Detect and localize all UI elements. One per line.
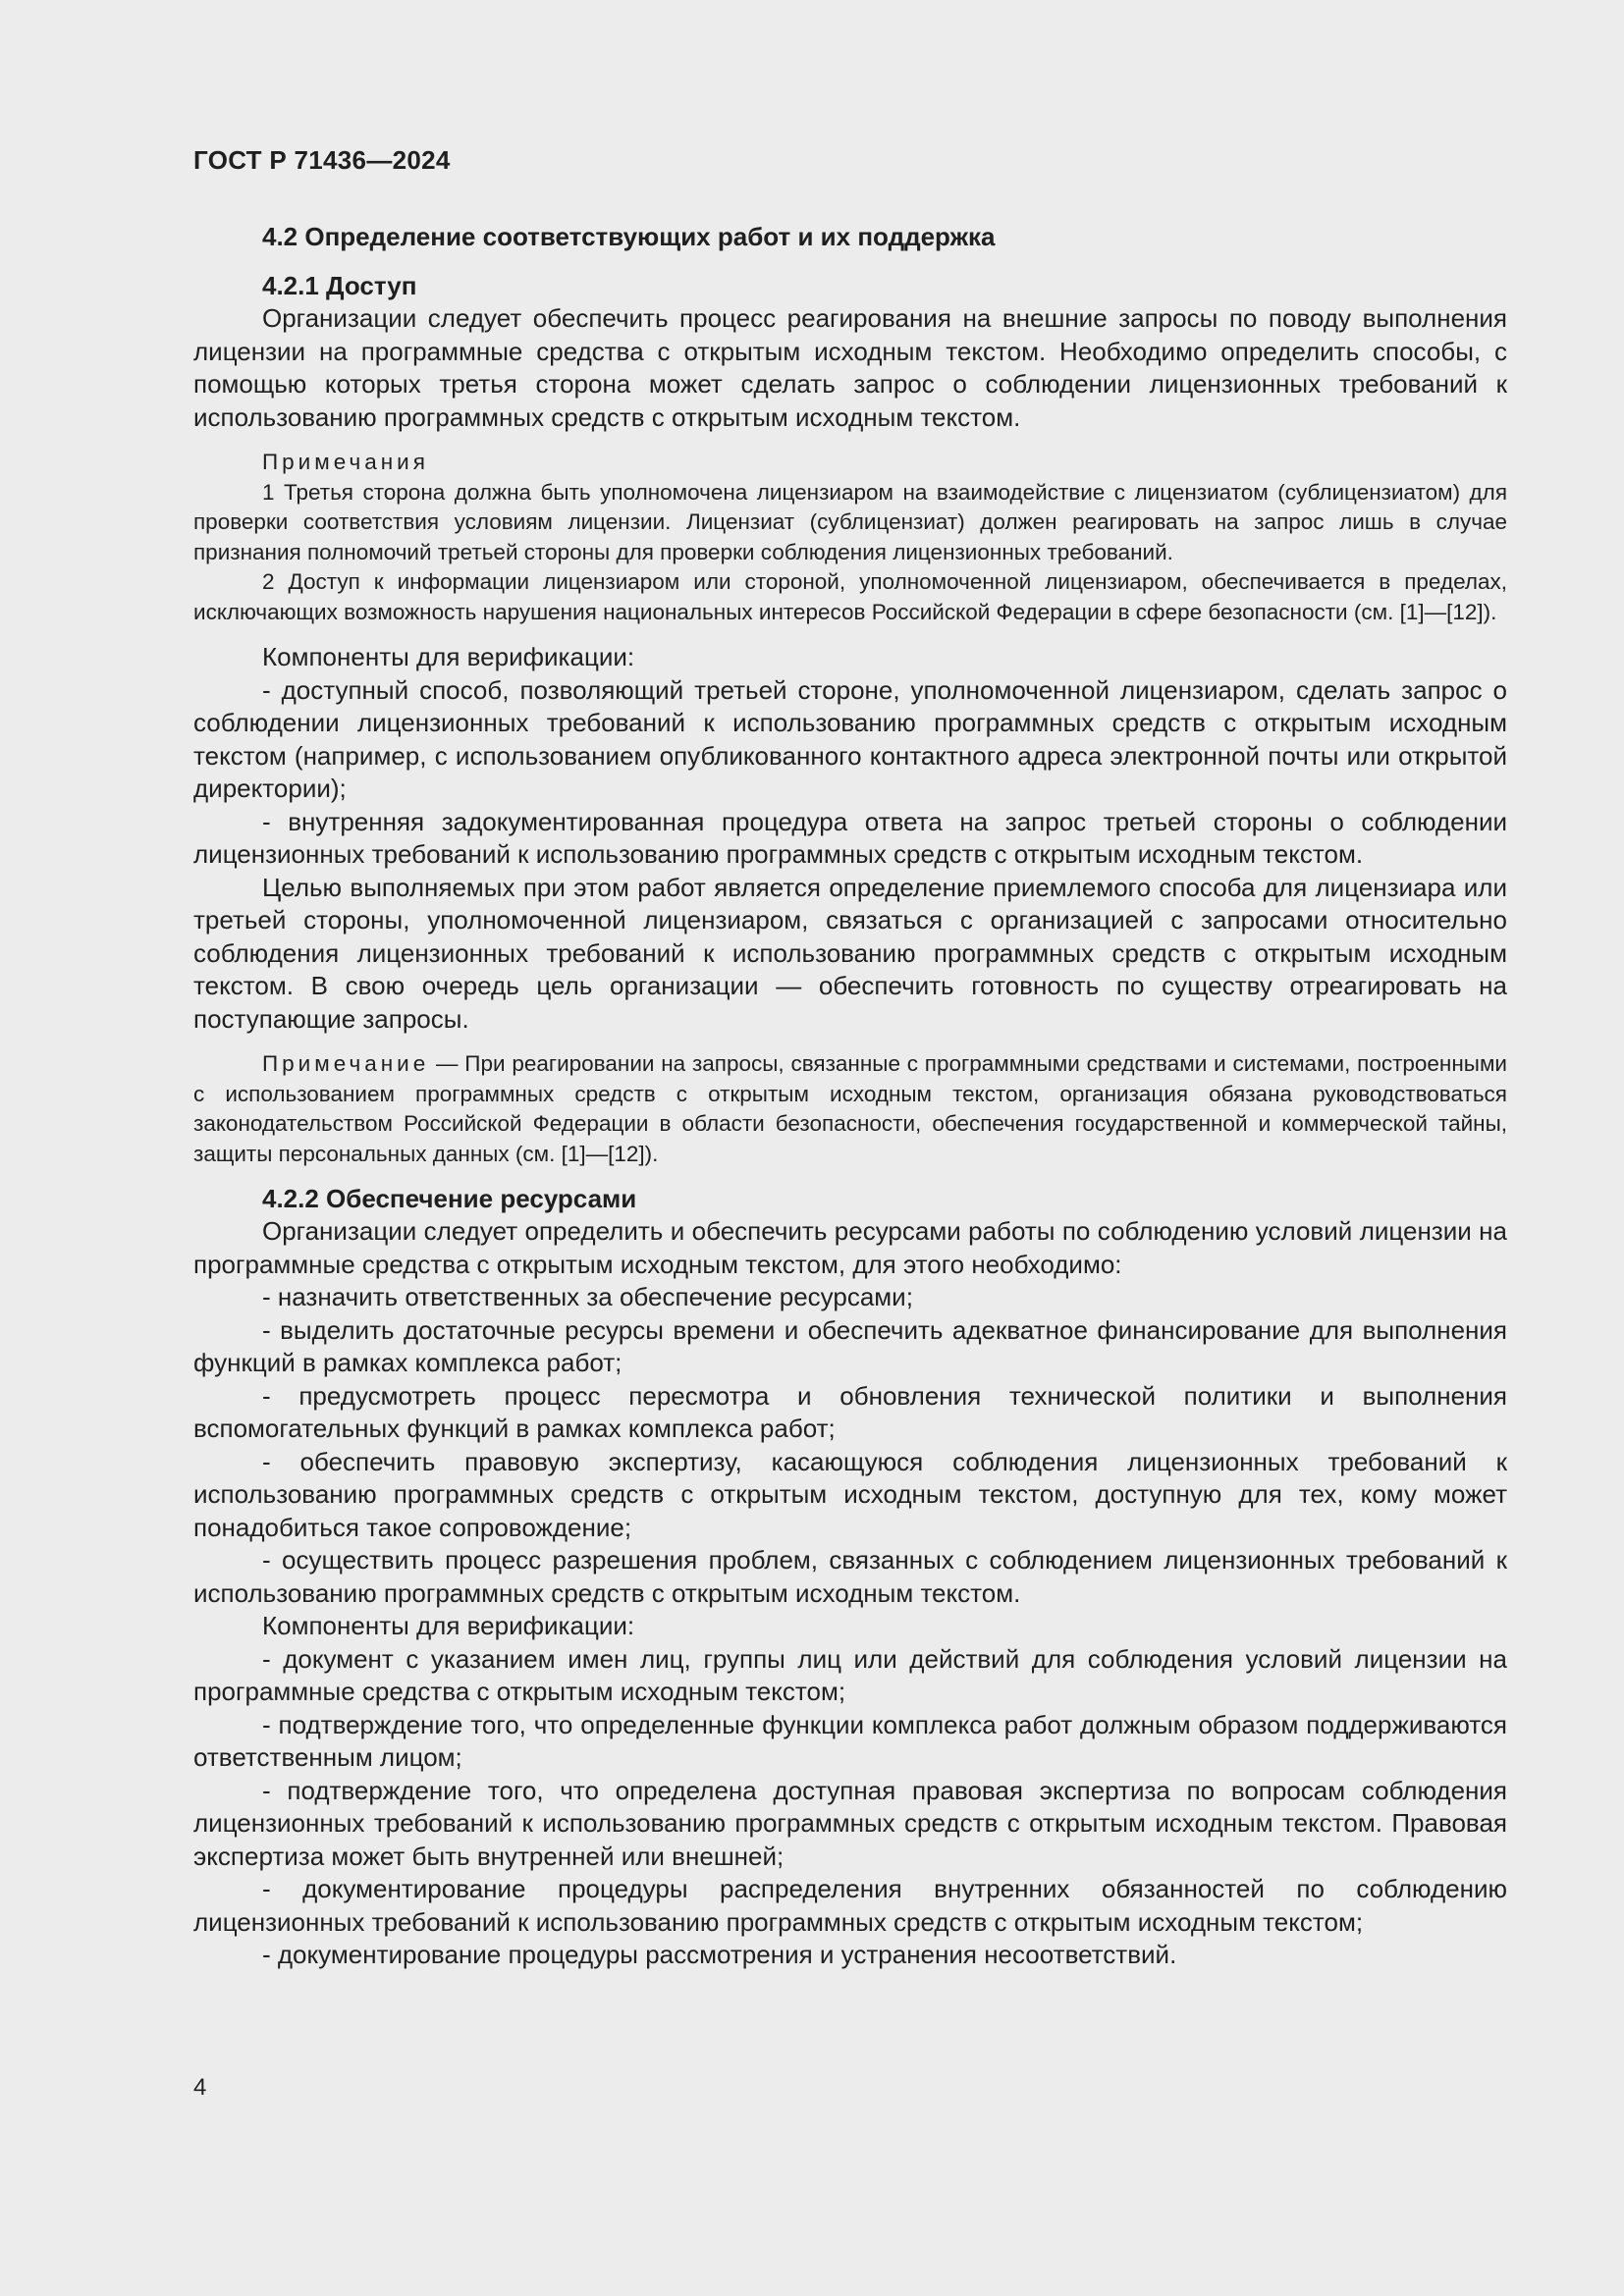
single-note: [193, 1049, 1507, 1169]
verification-item: - доступный способ, позволяющий третьей стороне, уполномоченной лицензиаром, сделать запрос о соблюдении лицензионных требований к использованию программных средств с открытым исходным текстом (например, с использованием опубликованного контактного адреса электронной почты или открытой директории);: [193, 674, 1507, 803]
document-header: ГОСТ Р 71436—2024: [193, 145, 451, 175]
single-note-text: — При реагировании на запросы, связанные с программными средствами и системами, построенными с использованием программных средств с открытым исходным текстом, организация обязана руководствоваться законодательством Российской Федерации в области безопасности, обеспечения государственной и коммерческой тайны, защиты персональных данных (см. [1]—[12]).: [193, 1051, 1507, 1166]
list-item: - предусмотреть процесс пересмотра и обновления технической политики и выполнения вспомогательных функций в рамках комплекса работ;: [193, 1380, 1507, 1443]
list-item: - назначить ответственных за обеспечение ресурсами;: [262, 1282, 913, 1311]
verification-item: - подтверждение того, что определена доступная правовая экспертиза по вопросам соблюдения лицензионных требований к использованию программных средств с открытым исходным текстом. Правовая экспертиза может быть внутренней или внешней;: [193, 1775, 1507, 1871]
document-body: [193, 221, 1507, 1972]
verification-title: Компоненты для верификации:: [262, 1611, 635, 1640]
section-4-2-2-intro: Организации следует определить и обеспечить ресурсами работы по соблюдению условий лицензии на программные средства с открытым исходным текстом, для этого необходимо:: [193, 1216, 1507, 1279]
note-1: 1 Третья сторона должна быть уполномочена лицензиаром на взаимодействие с лицензиатом (сублицензиатом) для проверки соответствия условиям лицензии. Лицензиат (сублицензиат) должен реагировать на запрос лишь в случае признания полномочий третьей стороны для проверки соблюдения лицензионных требований.: [193, 479, 1507, 564]
section-4-2-title: 4.2 Определение соответствующих работ и их поддержка: [262, 222, 996, 251]
page-number: 4: [193, 2074, 207, 2101]
single-note-lead: Примечание: [262, 1051, 430, 1076]
verification-item: - документирование процедуры распределения внутренних обязанностей по соблюдению лицензионных требований к использованию программных средств с открытым исходным текстом;: [193, 1874, 1507, 1937]
verification-item: - подтверждение того, что определенные функции комплекса работ должным образом поддерживаются ответственным лицом;: [193, 1709, 1507, 1772]
verification-item: - документ с указанием имен лиц, группы лиц или действий для соблюдения условий лицензии на программные средства с открытым исходным текстом;: [193, 1643, 1507, 1706]
note-2: 2 Доступ к информации лицензиаром или стороной, уполномоченной лицензиаром, обеспечивается в пределах, исключающих возможность нарушения национальных интересов Российской Федерации в сфере безопасности (см. [1]—[12]).: [193, 569, 1507, 624]
verification-title: Компоненты для верификации:: [262, 642, 635, 671]
section-4-2-1-title: 4.2.1 Доступ: [262, 271, 417, 300]
list-item: - обеспечить правовую экспертизу, касающуюся соблюдения лицензионных требований к использованию программных средств с открытым исходным текстом, доступную для тех, кому может понадобиться такое сопровождение;: [193, 1446, 1507, 1542]
list-item: - осуществить процесс разрешения проблем, связанных с соблюдением лицензионных требований к использованию программных средств с открытым исходным текстом.: [193, 1545, 1507, 1608]
section-4-2-1-intro: Организации следует обеспечить процесс реагирования на внешние запросы по поводу выполнения лицензии на программные средства с открытым исходным текстом. Необходимо определить способы, с помощью которых третья сторона может сделать запрос о соблюдении лицензионных требований к использованию программных средств с открытым исходным текстом.: [193, 303, 1507, 432]
section-4-2-2-title: 4.2.2 Обеспечение ресурсами: [262, 1184, 637, 1213]
verification-item: - внутренняя задокументированная процедура ответа на запрос третьей стороны о соблюдении лицензионных требований к использованию программных средств с открытым исходным текстом.: [193, 806, 1507, 869]
verification-item: - документирование процедуры рассмотрения и устранения несоответствий.: [262, 1940, 1177, 1969]
list-item: - выделить достаточные ресурсы времени и обеспечить адекватное финансирование для выполнения функций в рамках комплекса работ;: [193, 1314, 1507, 1377]
goal-paragraph: Целью выполняемых при этом работ является определение приемлемого способа для лицензиара или третьей стороны, уполномоченной лицензиаром, связаться с организацией с запросами относительно соблюдения лицензионных требований к использованию программных средств с открытым исходным текстом. В свою очередь цель организации — обеспечить готовность по существу отреагировать на поступающие запросы.: [193, 872, 1507, 1034]
notes-title: Примечания: [262, 450, 429, 474]
